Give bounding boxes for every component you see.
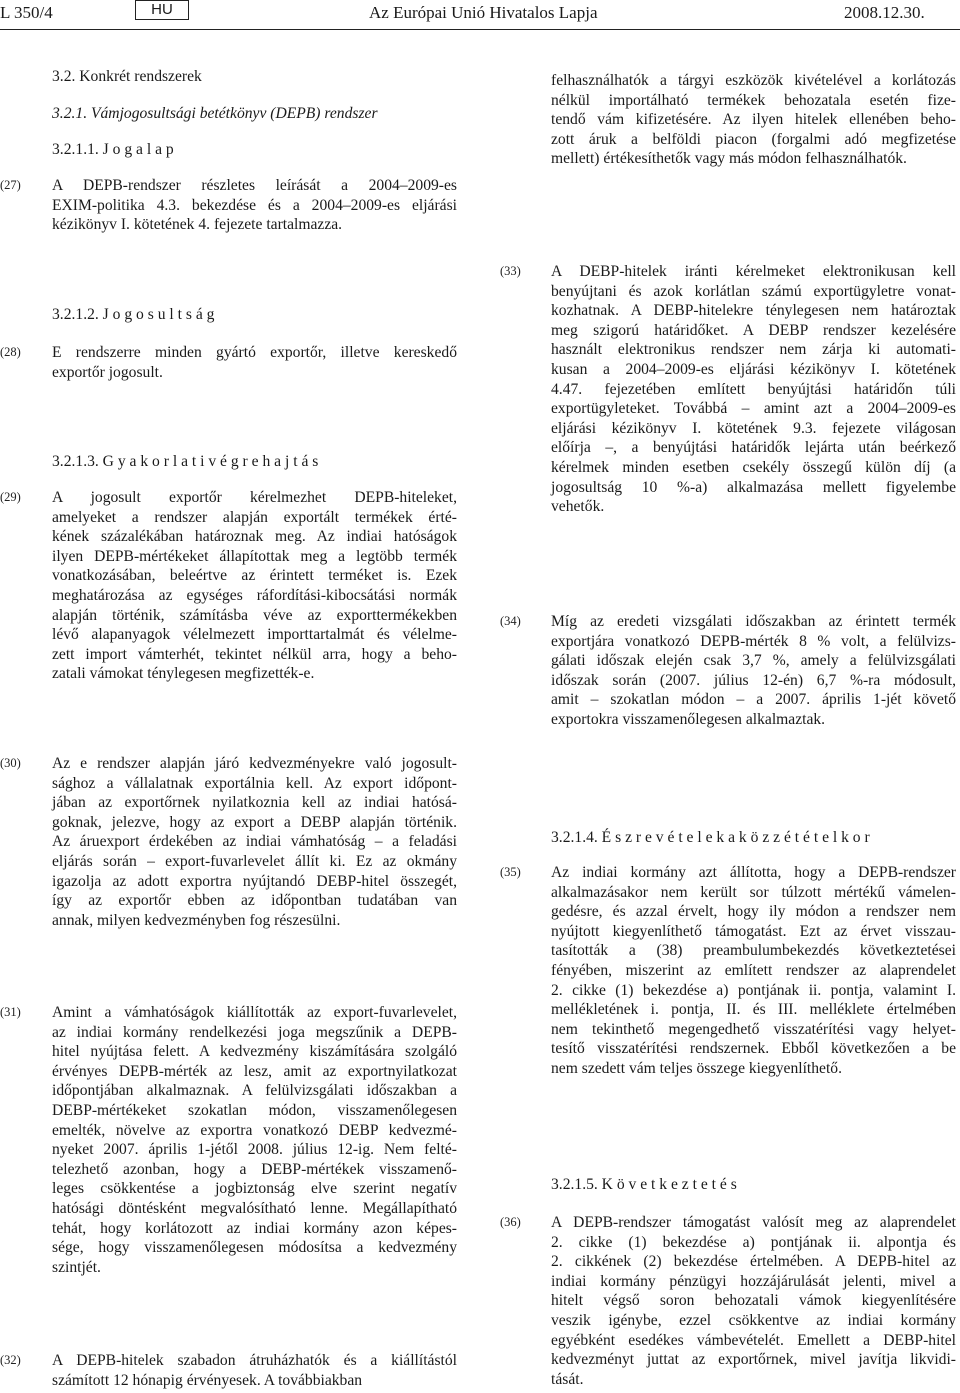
paragraph-line: A DEPB-rendszer támogatást valósít meg az alaprendelet [551, 1214, 956, 1231]
paragraph-line: telezhető azonban, hogy a DEBP-mértékek visszamenő- [52, 1160, 457, 1178]
paragraph-line: A jogosult exportőr kérelmezhet DEPB-hiteleket, [52, 489, 457, 506]
paragraph-line: exportügyleteket. Továbbá – amint azt a 2004–2009-es [551, 400, 956, 418]
paragraph-line: benyújtani és azok korlátlan számú exportügyletre vonat- [551, 282, 956, 300]
paragraph-line: igazolja az adott exportra nyújtandó DEBP-hitel összegét, [52, 872, 457, 890]
section-heading-3-2: 3.2. Konkrét rendszerek [52, 68, 202, 85]
paragraph-32 [52, 1351, 457, 1390]
section-heading-3-2-1-5: 3.2.1.5. K ö v e t k e z t e t é s [551, 1176, 737, 1193]
paragraph-34 [551, 612, 956, 730]
paragraph-line: nyeket 2007. április 1-jétől 2008. július 12-ig. Nem felté- [52, 1141, 457, 1159]
paragraph-32-continued [551, 71, 956, 169]
page-header [0, 0, 960, 30]
paragraph-31 [52, 1003, 457, 1277]
paragraph-line: Míg az eredeti vizsgálati időszakban az érintett termék [551, 613, 956, 630]
paragraph-line: emelték, növelve az exportra vonatkozó DEBP kedvezmé- [52, 1121, 457, 1139]
paragraph-line: nem tekinthető megengedhető visszatérítési vagy helyet- [551, 1020, 956, 1038]
page-reference: L 350/4 [0, 3, 53, 22]
paragraph-number-31: (31) [0, 1005, 21, 1019]
paragraph-line: zatali vámokat ténylegesen megfizették-e. [52, 665, 315, 683]
paragraph-line: meg szigorú határidőket. A DEBP rendszer kezelésére [551, 321, 956, 339]
paragraph-line: exportőr jogosult. [52, 363, 163, 381]
section-heading-3-2-1-1: 3.2.1.1. J o g a l a p [52, 141, 174, 158]
paragraph-35 [551, 863, 956, 1079]
paragraph-line: kedvezményt juttat az exportőrnek, mivel javítja likvidi- [551, 1351, 956, 1369]
paragraph-line: zott áruk a belföldi piacon (forgalmi adó megfizetése [551, 130, 956, 148]
paragraph-line: egyébként esedékes vámbevételét. Emellett a DEBP-hitel [551, 1331, 956, 1349]
paragraph-line: zett import vámterhét, tekintet nélkül arra, hogy a beho- [52, 645, 457, 663]
paragraph-line: annak, milyen kedvezményben fog részesülni. [52, 911, 341, 929]
paragraph-line: 2. cikke (1) bekezdése a) pontjának ii. alpontja és [551, 1233, 956, 1251]
paragraph-line: használt elektronikus rendszer nem zárja ki automati- [551, 341, 956, 359]
paragraph-line: számított 12 hónapig érvényesek. A továbbiakban [52, 1371, 363, 1389]
paragraph-line: időszak során (2007. július 12-én) 6,7 %-ra módosult, [551, 671, 956, 689]
paragraph-line: meghatározása az egységes ráfordítási-kibocsátási normák [52, 586, 457, 604]
paragraph-line: tendő vám kifizetésére. Az ilyen hitelek ellenében beho- [551, 111, 956, 129]
paragraph-number-27: (27) [0, 178, 21, 192]
paragraph-line: jogosultság 10 %-a) alkalmazása mellett figyelembe [551, 478, 956, 496]
paragraph-line: előírja –, a benyújtási határidők lejárta után beérkező [551, 439, 956, 457]
section-heading-3-2-1-4: 3.2.1.4. É s z r e v é t e l e k a k ö z z é t é t e l k o r [551, 829, 870, 846]
section-heading-3-2-1: 3.2.1. Vámjogosultsági betétkönyv (DEPB) rendszer [52, 105, 378, 122]
paragraph-line: kézikönyv I. kötetének 4. fejezete tartalmazza. [52, 216, 343, 234]
paragraph-line: amelyeket a rendszer alapján exportált termékek érté- [52, 508, 457, 526]
paragraph-number-34: (34) [500, 614, 521, 628]
section-heading-3-2-1-3: 3.2.1.3. G y a k o r l a t i v é g r e h a j t á s [52, 453, 319, 470]
paragraph-line: fényében, miszerint az említett rendszer az alaprendelet [551, 961, 956, 979]
paragraph-line: goknak, jelezve, hogy az export a DEBP alapján történik. [52, 813, 457, 831]
paragraph-line: EXIM-politika 4.3. bekezdése és a 2004–2009-es eljárási [52, 196, 457, 214]
paragraph-line: Az indiai kormány azt állította, hogy a DEPB-rendszer [551, 864, 956, 881]
paragraph-line: mellett) értékesíthetők vagy más módon felhasználhatók. [551, 150, 907, 168]
paragraph-line: lévő alapanyagok vélelmezett importtartalmát és vélelme- [52, 626, 457, 644]
paragraph-number-30: (30) [0, 756, 21, 770]
paragraph-line: 2. cikke (1) bekezdése a) pontjának ii. pontja, valamint I. [551, 981, 956, 999]
paragraph-28 [52, 343, 457, 382]
paragraph-line: eljárás során – export-fuvarlevelet állít ki. Ez az okmány [52, 852, 457, 870]
paragraph-line: szintjét. [52, 1258, 101, 1276]
paragraph-line: alkalmazásakor nem került sor túlzott mértékű vámelen- [551, 883, 956, 901]
paragraph-line: Az áruexport érdekében az indiai vámhatóság – a feladási [52, 833, 457, 851]
paragraph-line: kozhatnak. A DEBP-hitelekre ténylegesen nem határoztak [551, 302, 956, 320]
paragraph-number-35: (35) [500, 865, 521, 879]
paragraph-line: veszik igénybe, ezzel csökkentve az indiai kormány [551, 1311, 956, 1329]
paragraph-line: A DEPB-rendszer részletes leírását a 2004–2009-es [52, 177, 457, 194]
paragraph-30 [52, 754, 457, 930]
paragraph-line: A DEPB-hitelek szabadon átruházhatók és a kiállítástól [52, 1352, 457, 1369]
paragraph-line: így az exportőr ebben az időpontban tudatában van [52, 892, 457, 910]
journal-title: Az Európai Unió Hivatalos Lapja [369, 3, 598, 22]
paragraph-line: A DEBP-hitelek iránti kérelmeket elektronikusan kell [551, 263, 956, 280]
paragraph-line: DEBP-mértékeket szokatlan módon, visszamenőlegesen [52, 1101, 457, 1119]
paragraph-line: gedésre, és azzal érvelt, hogy ily módon a rendszer nem [551, 903, 956, 921]
paragraph-number-29: (29) [0, 490, 21, 504]
paragraph-27 [52, 176, 457, 235]
paragraph-line: tehát, hogy korlátozott az indiai kormány azon képes- [52, 1219, 457, 1237]
paragraph-line: tesítő visszatérítési rendszernek. Ebből következően a be [551, 1040, 956, 1058]
paragraph-line: kusan a 2004–2009-es eljárási kézikönyv I. kötetének [551, 360, 956, 378]
publication-date: 2008.12.30. [844, 3, 925, 22]
paragraph-line: felhasználhatók a tárgyi eszközök kivételével a korlátozás [551, 72, 956, 89]
header-rule [0, 29, 960, 30]
paragraph-line: kérelmek minden esetben csekély összegű külön díj (a [551, 458, 956, 476]
paragraph-line: alapján történik, számításba véve az exporttermékekben [52, 606, 457, 624]
paragraph-line: kének százalékában határoznak meg. Az indiai hatóságok [52, 528, 457, 546]
paragraph-line: hatósági döntésként megvalósítható lenne. Megállapítható [52, 1199, 457, 1217]
paragraph-number-33: (33) [500, 264, 521, 278]
paragraph-33 [551, 262, 956, 517]
paragraph-line: érvényes DEPB-mérték az lesz, amit az exportnyilatkozat [52, 1062, 457, 1080]
paragraph-line: mellékletének i. pontja, II. és III. melléklete értelmében [551, 1001, 956, 1019]
paragraph-line: tását. [551, 1370, 584, 1388]
paragraph-line: hitel nyújtása felett. A kedvezmény kiszámítására szolgáló [52, 1043, 457, 1061]
paragraph-line: eljárási kézikönyv I. kötetének 9.3. fejezete világosan [551, 419, 956, 437]
paragraph-number-32: (32) [0, 1353, 21, 1367]
paragraph-line: az indiai kormány rendelkezési joga megszűnik a DEPB- [52, 1023, 457, 1041]
paragraph-line: jában az exportőrnek nyilatkoznia kell az indiai hatósá- [52, 794, 457, 812]
paragraph-line: Amint a vámhatóságok kiállították az export-fuvarlevelet, [52, 1004, 457, 1021]
paragraph-line: amit – szokatlan módon – a 2007. április 1-jét követő [551, 691, 956, 709]
paragraph-line: leges csökkentése a jogbiztonság elve szerint negatív [52, 1180, 457, 1198]
paragraph-number-36: (36) [500, 1215, 521, 1229]
paragraph-line: vehetők. [551, 498, 605, 516]
paragraph-line: tasították a (38) preambulumbekezdés következtetései [551, 942, 956, 960]
paragraph-line: indiai kormány pénzügyi hozzájárulását jelenti, mivel a [551, 1272, 956, 1290]
paragraph-line: nélkül importálható termékek behozatala esetén fize- [551, 91, 956, 109]
paragraph-line: Az e rendszer alapján járó kedvezményekre való jogosult- [52, 755, 457, 772]
paragraph-line: vonatkozásában, beleértve az érintett terméket is. Ezek [52, 567, 457, 585]
language-code-box: HU [135, 0, 189, 20]
paragraph-line: 2. cikkének (2) bekezdése értelmében. A DEPB-hitel az [551, 1253, 956, 1271]
paragraph-number-28: (28) [0, 345, 21, 359]
paragraph-line: nem szedett vám teljes összege kiegyenlíthető. [551, 1059, 842, 1077]
paragraph-36 [551, 1213, 956, 1389]
paragraph-line: időpontjában alkalmaznak. A felülvizsgálati időszakban a [52, 1082, 457, 1100]
paragraph-line: exportokra visszamenőlegesen alkalmaztak. [551, 710, 826, 728]
paragraph-line: gálati időszak elején csak 3,7 %, amely a felülvizsgálati [551, 652, 956, 670]
paragraph-29 [52, 488, 457, 684]
paragraph-line: hitelt végső soron behozatali vámok kiegyenlítésére [551, 1292, 956, 1310]
paragraph-line: sághoz a vállalatnak exportálnia kell. Az export időpont- [52, 774, 457, 792]
paragraph-line: ilyen DEPB-mértékeket állapítottak meg a legtöbb termék [52, 547, 457, 565]
paragraph-line: sége, hogy visszamenőlegesen módosítsa a kedvezmény [52, 1239, 457, 1257]
paragraph-line: exportjára vonatkozó DEPB-mérték 8 % volt, a felülvizs- [551, 632, 956, 650]
paragraph-line: E rendszerre minden gyártó exportőr, illetve kereskedő [52, 344, 457, 361]
section-heading-3-2-1-2: 3.2.1.2. J o g o s u l t s á g [52, 306, 215, 323]
paragraph-line: 4.47. fejezetében említett benyújtási határidőn túli [551, 380, 956, 398]
paragraph-line: nyújtott kiegyenlíthető támogatást. Ezt az érvet visszau- [551, 922, 956, 940]
